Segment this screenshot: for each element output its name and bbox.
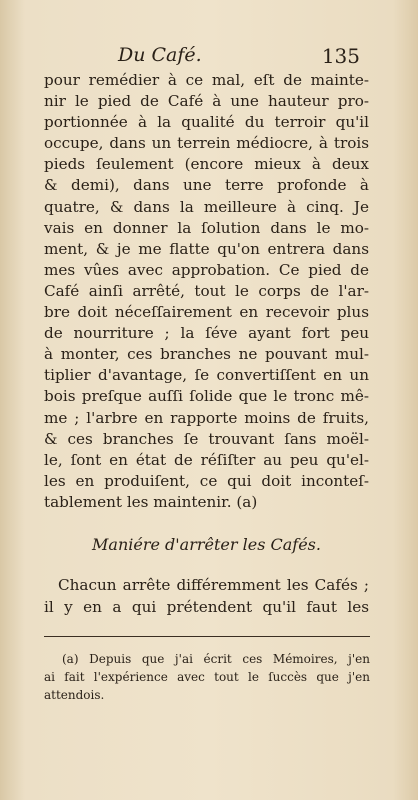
text-line: quatre, & dans la meilleure à cinq. Je [44, 197, 369, 216]
footnote-divider [44, 636, 370, 637]
footnote-line: ai fait l'expérience avec tout le ſuccès que j'en [44, 670, 370, 684]
page-header [100, 44, 360, 72]
text-line: tiplier d'avantage, ſe convertiſſent en un [44, 366, 369, 385]
page-number: 135 [321, 44, 360, 68]
text-line: il y en a qui prétendent qu'il faut les [44, 598, 369, 616]
text-line: les en produiſent, ce qui doit inconteſ- [44, 471, 369, 490]
running-head: Du Café. [118, 44, 202, 66]
text-line: me ; l'arbre en rapporte moins de fruits, [44, 408, 369, 427]
text-line: portionnée à la qualité du terroir qu'il [44, 113, 369, 132]
text-line: à monter, ces branches ne pouvant mul- [44, 345, 369, 364]
text-line: mes vûes avec approbation. Ce pied de [44, 260, 369, 279]
text-line: pour remédier à ce mal, eſt de mainte- [44, 71, 369, 89]
text-line: ment, & je me flatte qu'on entrera dans [44, 239, 369, 258]
text-line: tablement les maintenir. (a) [44, 492, 258, 511]
text-line: & demi), dans une terre profonde à [44, 176, 369, 195]
section-heading: Maniére d'arrêter les Cafés. [92, 535, 321, 554]
footnote [44, 650, 370, 704]
text-line: de nourriture ; la ſéve ayant fort peu [44, 324, 369, 343]
text-line: occupe, dans un terrein médiocre, à trois [44, 134, 369, 153]
text-line: bre doit néceſſairement en recevoir plus [44, 303, 369, 322]
text-line: Café ainſi arrêté, tout le corps de l'ar- [44, 281, 369, 300]
text-line: pieds ſeulement (encore mieux à deux [44, 155, 369, 174]
footnote-line: attendois. [44, 688, 105, 702]
text-line: vais en donner la ſolution dans le mo- [44, 218, 369, 237]
text-line: le, ſont en état de réſiſter au peu qu'el- [44, 450, 369, 469]
text-line: & ces branches ſe trouvant ſans moël- [44, 429, 369, 448]
second-paragraph [44, 574, 369, 618]
main-paragraph [44, 70, 369, 513]
text-line: nir le pied de Café à une hauteur pro- [44, 92, 369, 111]
text-line: bois preſque auſſi ſolide que le tronc mê- [44, 387, 369, 406]
footnote-line: (a) Depuis que j'ai écrit ces Mémoires, j'en [62, 652, 370, 666]
text-line: Chacun arrête différemment les Cafés ; [58, 576, 369, 594]
